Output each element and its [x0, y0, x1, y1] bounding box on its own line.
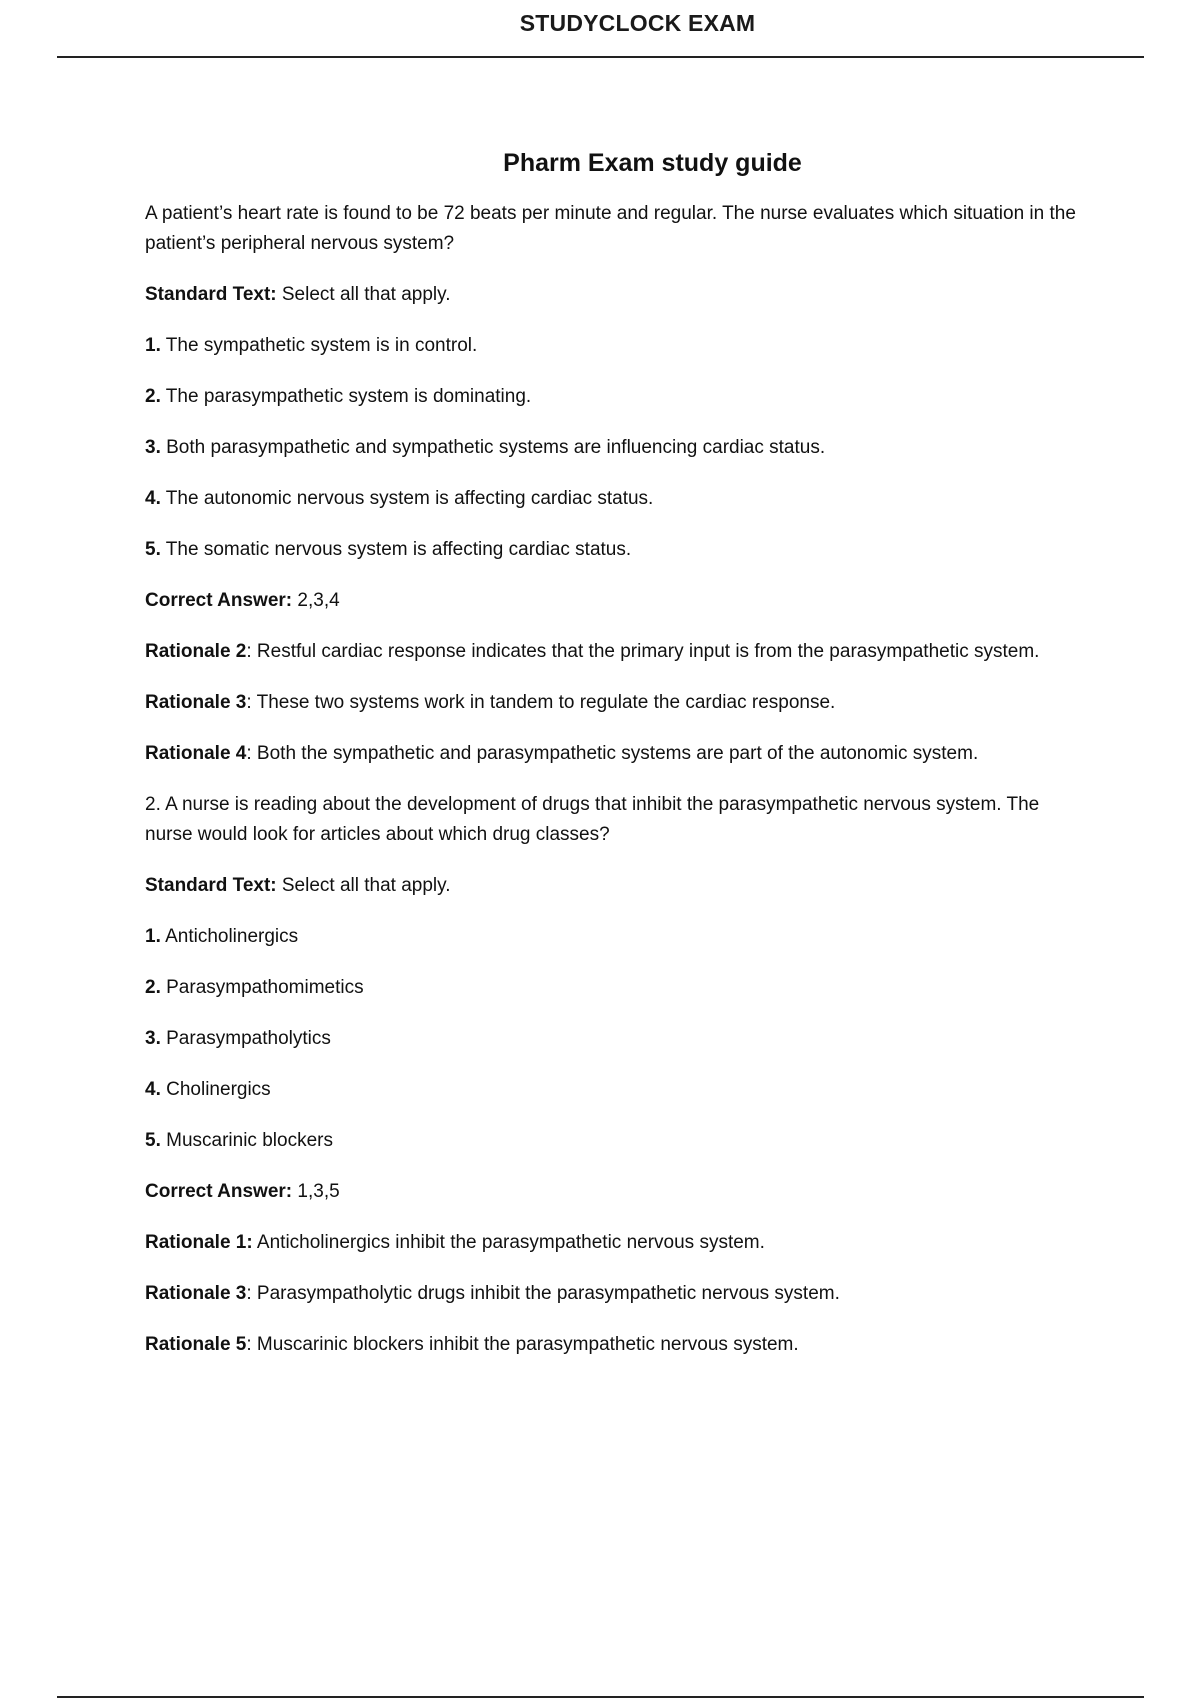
header-title: STUDYCLOCK EXAM	[519, 10, 756, 36]
question-2-text: 2. A nurse is reading about the development of drugs that inhibit the parasympathetic nervous system. The nurse would look for articles about which drug classes?	[145, 794, 1040, 845]
question-2-correct-answer: Correct Answer: 1,3,5	[145, 1181, 340, 1202]
question-1-standard-text: Standard Text: Select all that apply.	[145, 284, 451, 305]
question-1-text: A patient’s heart rate is found to be 72 beats per minute and regular. The nurse evaluates which situation in the patient’s peripheral nervous system?	[145, 203, 1076, 254]
document-body	[145, 143, 1090, 1381]
question-1-option-2: 2. The parasympathetic system is dominating.	[145, 386, 532, 407]
question-2-option-5: 5. Muscarinic blockers	[145, 1130, 333, 1151]
question-1-option-4: 4. The autonomic nervous system is affecting cardiac status.	[145, 488, 654, 509]
footer-divider	[57, 1696, 1144, 1698]
question-1-correct-answer: Correct Answer: 2,3,4	[145, 590, 340, 611]
question-2-option-2: 2. Parasympathomimetics	[145, 977, 364, 998]
header-divider	[57, 56, 1144, 58]
document-title: Pharm Exam study guide	[503, 149, 802, 177]
page-header	[0, 0, 1200, 48]
question-1-rationale-3: Rationale 3: These two systems work in tandem to regulate the cardiac response.	[145, 692, 836, 713]
question-1-option-5: 5. The somatic nervous system is affecting cardiac status.	[145, 539, 632, 560]
question-2-option-4: 4. Cholinergics	[145, 1079, 271, 1100]
question-2-rationale-1: Rationale 1: Anticholinergics inhibit the parasympathetic nervous system.	[145, 1232, 765, 1253]
question-2-option-1: 1. Anticholinergics	[145, 926, 299, 947]
question-1-rationale-4: Rationale 4: Both the sympathetic and parasympathetic systems are part of the autonomic system.	[145, 743, 979, 764]
question-2-rationale-5: Rationale 5: Muscarinic blockers inhibit the parasympathetic nervous system.	[145, 1334, 799, 1355]
question-2-option-3: 3. Parasympatholytics	[145, 1028, 331, 1049]
question-2-rationale-3: Rationale 3: Parasympatholytic drugs inhibit the parasympathetic nervous system.	[145, 1283, 840, 1304]
question-2-standard-text: Standard Text: Select all that apply.	[145, 875, 451, 896]
question-1-option-1: 1. The sympathetic system is in control.	[145, 335, 478, 356]
question-1-rationale-2: Rationale 2: Restful cardiac response indicates that the primary input is from the parasympathetic system.	[145, 641, 1040, 662]
question-1-option-3: 3. Both parasympathetic and sympathetic systems are influencing cardiac status.	[145, 437, 826, 458]
